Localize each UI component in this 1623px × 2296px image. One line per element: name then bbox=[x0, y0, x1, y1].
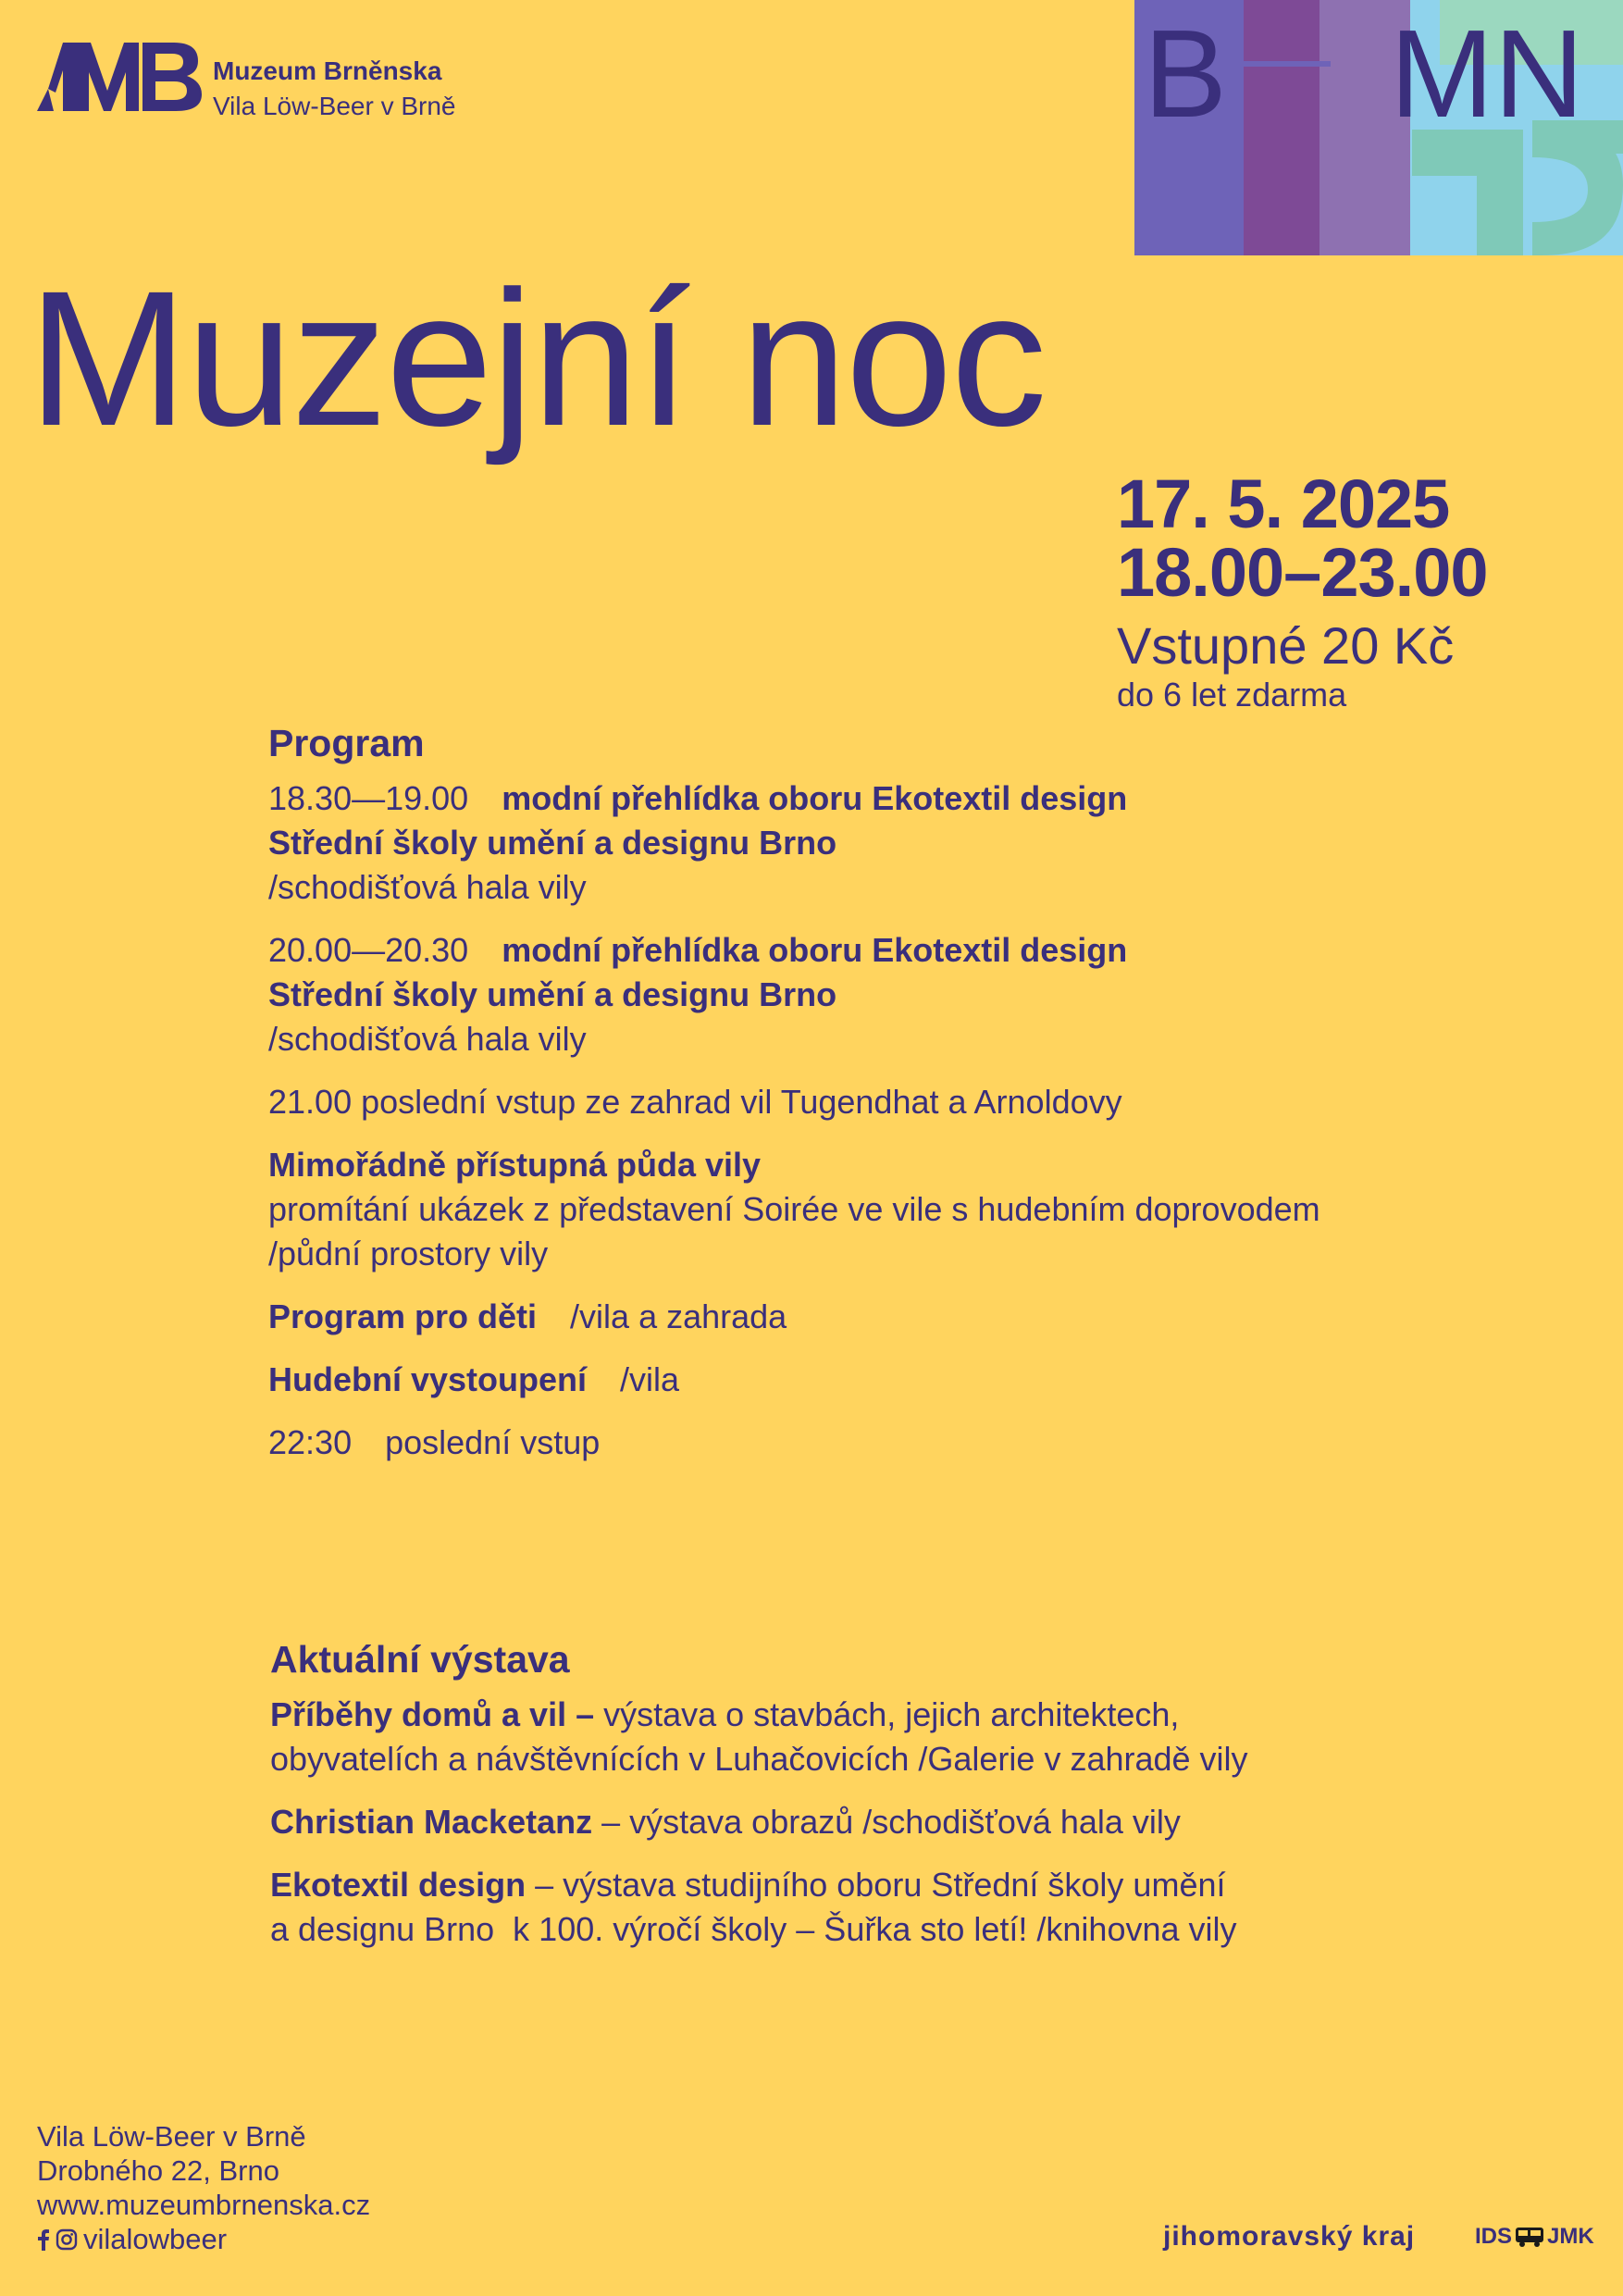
program-title: Program pro děti bbox=[268, 1297, 538, 1335]
footer-social-handle: vilalowbeer bbox=[83, 2223, 228, 2255]
program-item bbox=[268, 1421, 1564, 1465]
program-item bbox=[268, 776, 1564, 910]
brnm-badge-graphic bbox=[1134, 0, 1623, 255]
jmk-label: JMK bbox=[1547, 2224, 1594, 2249]
badge-letters-right: MN bbox=[1390, 4, 1584, 143]
ids-label: IDS bbox=[1475, 2224, 1513, 2249]
program-item bbox=[268, 1358, 1564, 1402]
program-school: Střední školy umění a designu Brno bbox=[268, 824, 837, 862]
program-garden-note: 21.00 poslední vstup ze zahrad vil Tugendhat a Arnoldovy bbox=[268, 1083, 1122, 1121]
program-place: /vila a zahrada bbox=[570, 1297, 787, 1335]
exhibitions-heading: Aktuální výstava bbox=[270, 1638, 570, 1681]
program-title: Hudební vystoupení bbox=[268, 1360, 588, 1398]
footer-web-link[interactable]: www.muzeumbrnenska.cz bbox=[37, 2189, 371, 2221]
exhibitions-section bbox=[270, 1633, 1566, 1970]
exhibition-item bbox=[270, 1693, 1566, 1781]
ids-jmk-logo bbox=[1475, 2224, 1594, 2250]
exhibition-title: Ekotextil design bbox=[270, 1866, 527, 1904]
badge-letters-left: B bbox=[1144, 4, 1228, 143]
museum-name bbox=[213, 54, 456, 124]
program-item bbox=[268, 928, 1564, 1061]
program-item bbox=[268, 1295, 1564, 1339]
program-title: modní přehlídka oboru Ekotextil design bbox=[502, 931, 1128, 969]
program-section bbox=[268, 717, 1564, 1483]
event-info bbox=[1117, 465, 1488, 714]
exhibition-text: – výstava studijního oboru Střední školy umění bbox=[526, 1866, 1226, 1904]
program-time: 18.30—19.00 bbox=[268, 779, 469, 817]
facebook-icon[interactable] bbox=[37, 2228, 50, 2251]
footer-address: Drobného 22, Brno bbox=[37, 2154, 279, 2187]
program-place: /schodišťová hala vily bbox=[268, 868, 587, 906]
exhibition-item bbox=[270, 1863, 1566, 1952]
footer-venue: Vila Löw-Beer v Brně bbox=[37, 2120, 306, 2153]
exhibition-text: výstava o stavbách, jejich architektech, bbox=[594, 1695, 1180, 1733]
program-place: /půdní prostory vily bbox=[268, 1235, 549, 1272]
poster-title: Muzejní noc bbox=[28, 252, 1046, 466]
brnm-badge-shapes bbox=[1134, 0, 1623, 255]
program-time: 22:30 bbox=[268, 1423, 353, 1461]
footer-social[interactable] bbox=[37, 2222, 370, 2256]
footer-contact bbox=[37, 2119, 370, 2256]
instagram-icon[interactable] bbox=[56, 2228, 78, 2251]
event-fee: Vstupné 20 Kč bbox=[1117, 616, 1455, 675]
exhibition-text: – výstava obrazů /schodišťová hala vily bbox=[592, 1803, 1181, 1841]
event-fee-note: do 6 let zdarma bbox=[1117, 676, 1347, 714]
exhibition-item bbox=[270, 1800, 1566, 1844]
event-time: 18.00–23.00 bbox=[1117, 534, 1488, 611]
museum-name-line1: Muzeum Brněnska bbox=[213, 56, 442, 85]
program-title: modní přehlídka oboru Ekotextil design bbox=[502, 779, 1128, 817]
program-item bbox=[268, 1143, 1564, 1276]
program-time: 20.00—20.30 bbox=[268, 931, 469, 969]
exhibition-title: Christian Macketanz bbox=[270, 1803, 593, 1841]
bus-icon bbox=[1514, 2226, 1545, 2248]
program-title: Mimořádně přístupná půda vily bbox=[268, 1146, 762, 1184]
museum-name-line2: Vila Löw-Beer v Brně bbox=[213, 92, 456, 120]
program-heading: Program bbox=[268, 722, 425, 764]
program-desc: promítání ukázek z představení Soirée ve vile s hudebním doprovodem bbox=[268, 1190, 1320, 1228]
exhibition-title: Příběhy domů a vil – bbox=[270, 1695, 595, 1733]
program-text: poslední vstup bbox=[385, 1423, 601, 1461]
program-school: Střední školy umění a designu Brno bbox=[268, 975, 837, 1013]
event-date: 17. 5. 2025 bbox=[1117, 465, 1450, 542]
exhibition-text: a designu Brno k 100. výročí školy – Šuřka sto letí! /knihovna vily bbox=[270, 1910, 1237, 1948]
jihomoravsky-kraj-logo: jihomoravský kraj bbox=[1163, 2221, 1416, 2252]
exhibition-text: obyvatelích a návštěvnících v Luhačovicích /Galerie v zahradě vily bbox=[270, 1740, 1248, 1778]
program-place: /vila bbox=[620, 1360, 680, 1398]
program-place: /schodišťová hala vily bbox=[268, 1020, 587, 1058]
museum-logo bbox=[35, 35, 202, 118]
